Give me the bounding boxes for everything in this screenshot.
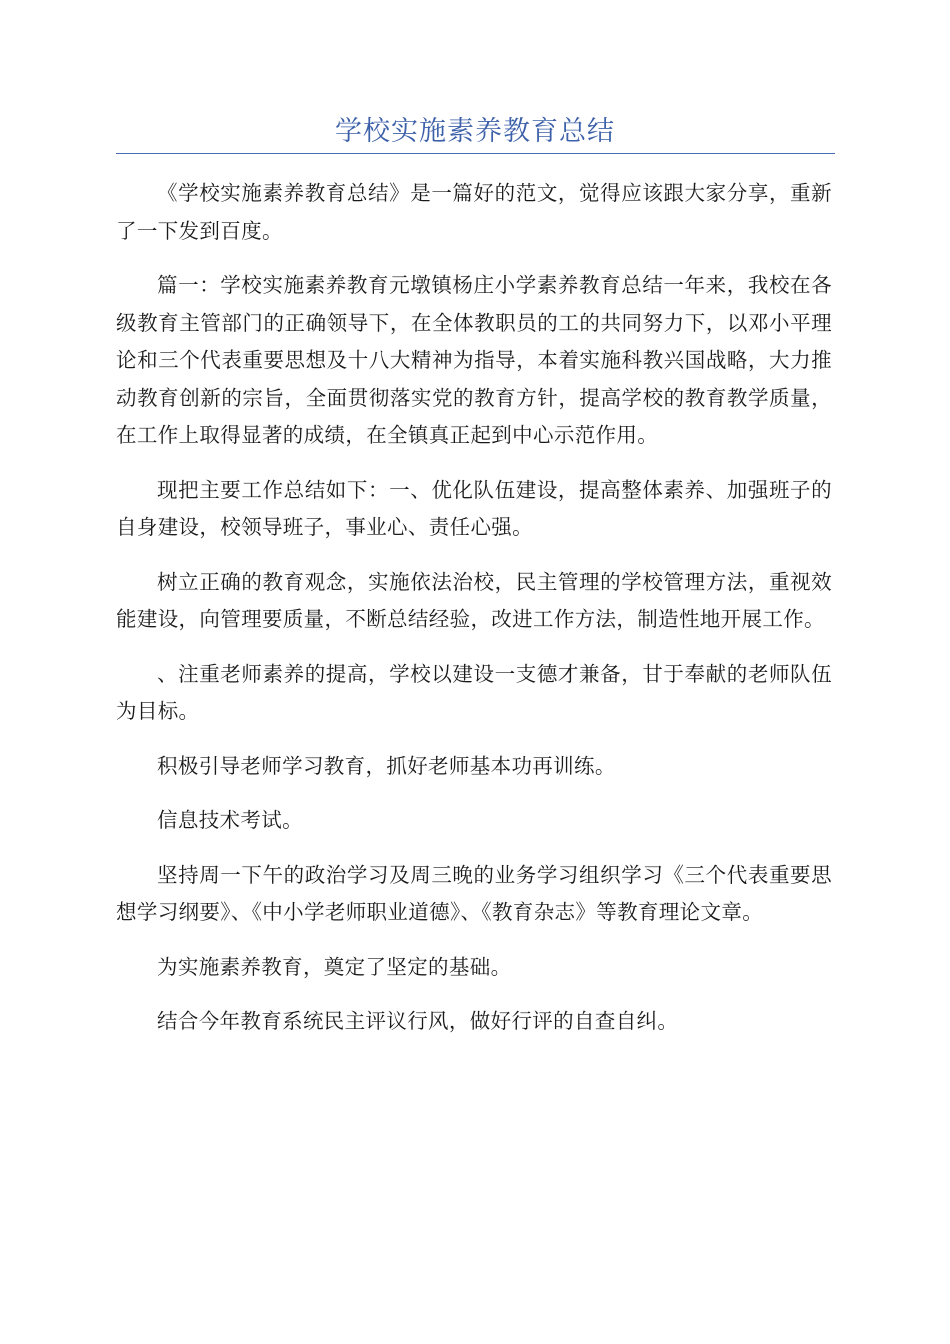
paragraph-foundation: 为实施素养教育，奠定了坚定的基础。 <box>157 954 512 979</box>
paragraph-study-schedule: 坚持周一下午的政治学习及周三晚的业务学习组织学习《三个代表重要思想学习纲要》、《中小学老师职业道德》、《教育杂志》等教育理论文章。 <box>116 862 832 924</box>
paragraph-summary-heading: 现把主要工作总结如下：一、优化队伍建设，提高整体素养、加强班子的自身建设，校领导班子，事业心、责任心强。 <box>116 477 832 539</box>
document-title: 学校实施素养教育总结 <box>335 116 615 147</box>
paragraph-teacher-training: 积极引导老师学习教育，抓好老师基本功再训练。 <box>157 753 616 778</box>
paragraph-it-exam: 信息技术考试。 <box>157 808 303 832</box>
paragraph-self-review: 结合今年教育系统民主评议行风，做好行评的自查自纠。 <box>157 1009 679 1033</box>
paragraph-education-concept: 树立正确的教育观念，实施依法治校，民主管理的学校管理方法，重视效能建设，向管理要质量，不断总结经验，改进工作方法，制造性地开展工作。 <box>116 569 832 631</box>
paragraph-part-one: 篇一：学校实施素养教育元墩镇杨庄小学素养教育总结一年来，我校在各级教育主管部门的正确领导下，在全体教职员的工的共同努力下，以邓小平理论和三个代表重要思想及十八大精神为指导，本着实施科教兴国战略，大力推动教育创新的宗旨，全面贯彻落实党的教育方针，提高学校的教育教学质量，在工作上取得显著的成绩，在全镇真正起到中心示范作用。 <box>116 273 832 447</box>
paragraph-intro: 《学校实施素养教育总结》是一篇好的范文，觉得应该跟大家分享，重新了一下发到百度。 <box>116 181 832 243</box>
document-body <box>116 175 832 1058</box>
title-underline <box>116 153 835 154</box>
paragraph-teacher-quality: 、注重老师素养的提高，学校以建设一支德才兼备，甘于奉献的老师队伍为目标。 <box>116 661 832 723</box>
